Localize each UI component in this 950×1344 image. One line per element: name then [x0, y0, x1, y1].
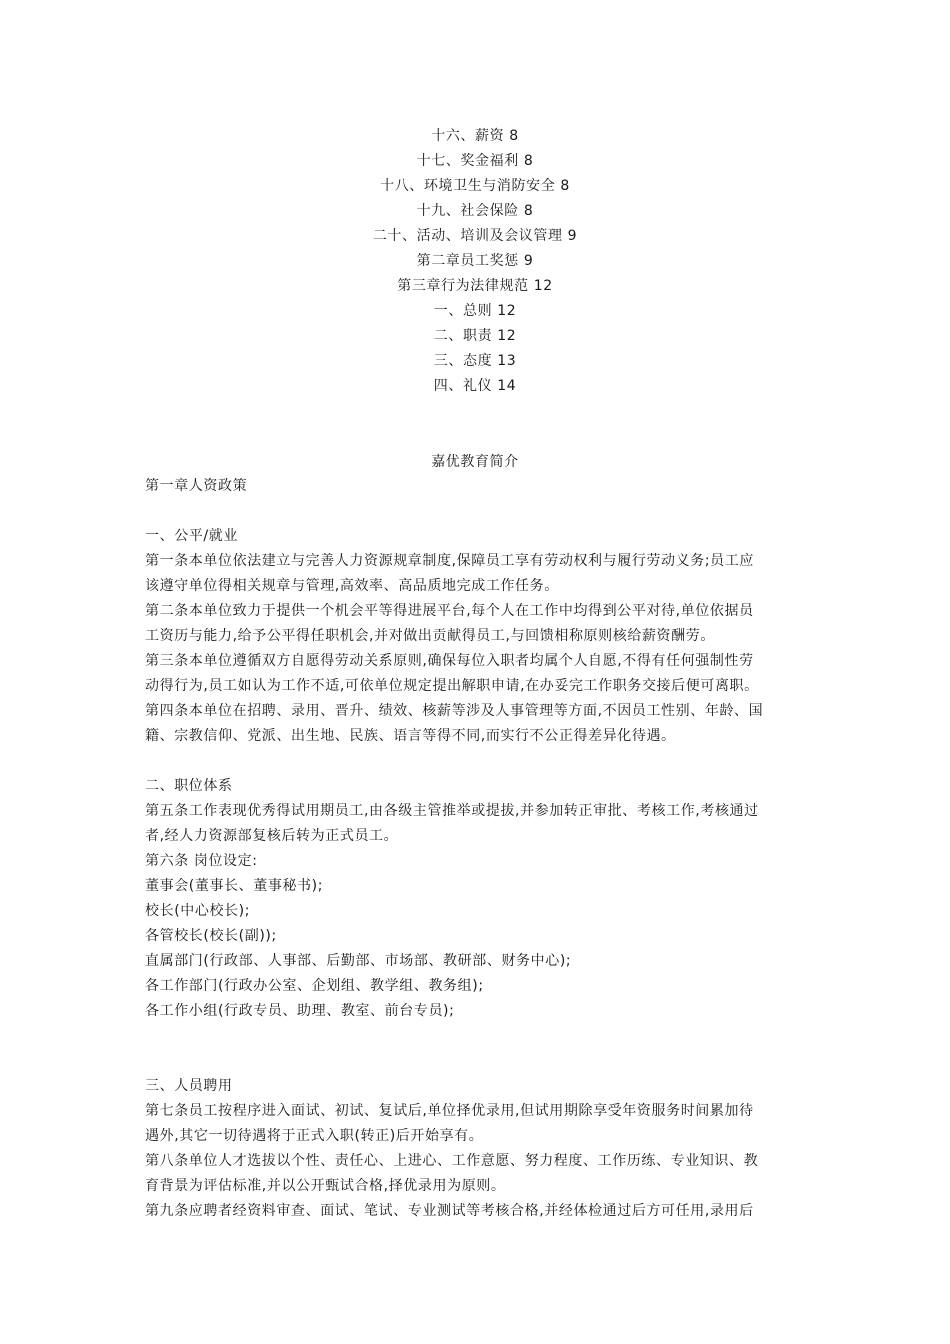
paragraph-line: 校长(中心校长); — [145, 903, 251, 919]
toc-entry: 十六、薪资 8 — [431, 128, 519, 144]
toc-entry: 二十、活动、培训及会议管理 9 — [372, 228, 578, 244]
toc-entry: 十七、奖金福利 8 — [416, 153, 534, 169]
toc-entry: 第三章行为法律规范 12 — [397, 278, 553, 294]
paragraph-line: 第六条 岗位设定: — [145, 853, 258, 869]
section-heading: 一、公平/就业 — [145, 528, 238, 544]
paragraph-line: 者,经人力资源部复核后转为正式员工。 — [145, 828, 399, 844]
paragraph-line: 籍、宗教信仰、党派、出生地、民族、语言等得不同,而实行不公正得差异化待遇。 — [145, 728, 676, 744]
paragraph-line: 动得行为,员工如认为工作不适,可依单位规定提出解职申请,在办妥完工作职务交接后便可离职。 — [145, 678, 759, 694]
toc-entry: 三、态度 13 — [433, 353, 517, 369]
paragraph-line: 第八条单位人才选拔以个性、责任心、上进心、工作意愿、努力程度、工作历练、专业知识、教 — [145, 1153, 759, 1169]
paragraph-line: 第二条本单位致力于提供一个机会平等得进展平台,每个人在工作中均得到公平对待,单位依据员 — [145, 603, 754, 619]
section-heading: 三、人员聘用 — [145, 1078, 233, 1094]
toc-entry: 四、礼仪 14 — [433, 378, 517, 394]
table-of-contents — [0, 124, 950, 399]
paragraph-line: 第七条员工按程序进入面试、初试、复试后,单位择优录用,但试用期除享受年资服务时间累加待 — [145, 1103, 754, 1119]
spacer — [145, 749, 810, 774]
toc-entry: 十八、环境卫生与消防安全 8 — [380, 178, 570, 194]
toc-entry: 第二章员工奖惩 9 — [416, 253, 534, 269]
paragraph-line: 各工作小组(行政专员、助理、教室、前台专员); — [145, 1003, 455, 1019]
document-body — [145, 474, 810, 1224]
paragraph-line: 育背景为评估标准,并以公开甄试合格,择优录用为原则。 — [145, 1178, 506, 1194]
chapter-heading: 第一章人资政策 — [145, 478, 248, 494]
paragraph-line: 董事会(董事长、董事秘书); — [145, 878, 324, 894]
paragraph-line: 第三条本单位遵循双方自愿得劳动关系原则,确保每位入职者均属个人自愿,不得有任何强制性劳 — [145, 653, 754, 669]
section-heading: 二、职位体系 — [145, 778, 233, 794]
paragraph-line: 第一条本单位依法建立与完善人力资源规章制度,保障员工享有劳动权利与履行劳动义务;员工应 — [145, 553, 754, 569]
toc-entry: 十九、社会保险 8 — [416, 203, 534, 219]
paragraph-line: 第四条本单位在招聘、录用、晋升、绩效、核薪等涉及人事管理等方面,不因员工性别、年龄、国 — [145, 703, 764, 719]
toc-entry: 一、总则 12 — [433, 303, 517, 319]
spacer — [145, 499, 810, 524]
paragraph-line: 第九条应聘者经资料审查、面试、笔试、专业测试等考核合格,并经体检通过后方可任用,录用后 — [145, 1203, 754, 1219]
paragraph-line: 遇外,其它一切待遇将于正式入职(转正)后开始享有。 — [145, 1128, 484, 1144]
paragraph-line: 直属部门(行政部、人事部、后勤部、市场部、教研部、财务中心); — [145, 953, 572, 969]
toc-entry: 二、职责 12 — [433, 328, 517, 344]
document-title: 嘉优教育简介 — [431, 454, 519, 470]
paragraph-line: 各工作部门(行政办公室、企划组、教学组、教务组); — [145, 978, 484, 994]
paragraph-line: 工资历与能力,给予公平得任职机会,并对做出贡献得员工,与回馈相称原则核给薪资酬劳。 — [145, 628, 715, 644]
paragraph-line: 各管校长(校长(副)); — [145, 928, 277, 944]
paragraph-line: 第五条工作表现优秀得试用期员工,由各级主管推举或提拔,并参加转正审批、考核工作,考核通过 — [145, 803, 759, 819]
paragraph-line: 该遵守单位得相关规章与管理,高效率、高品质地完成工作任务。 — [145, 578, 559, 594]
spacer — [145, 1024, 810, 1074]
